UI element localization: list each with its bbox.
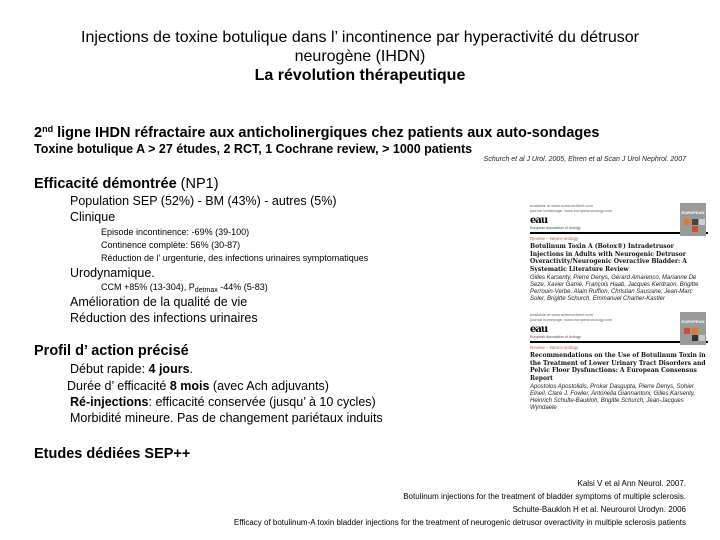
journal-cover-title: EUROPEAN: [681, 319, 705, 324]
duration-suffix: (avec Ach adjuvants): [209, 379, 329, 393]
reinj-rest: : efficacité conservée (jusqu’ à 10 cycles): [148, 395, 376, 409]
article-source-line: available at www.sciencedirect.com: [530, 312, 593, 317]
cover-tile: [692, 219, 698, 225]
efficacy-heading-normal: (NP1): [176, 176, 219, 192]
journal-cover-image: [680, 312, 706, 345]
duration-bold: 8 mois: [169, 379, 210, 393]
uro-rest: -44% (5-83): [217, 282, 268, 292]
efficacy-heading: [34, 176, 219, 192]
profile-heading: Profil d’ action précisé: [34, 343, 189, 359]
eau-logo-subtitle: European Association of Urology: [530, 226, 581, 230]
efficacy-population: Population SEP (52%) - BM (43%) - autres (5%): [70, 194, 337, 208]
article-authors: Gilles Karsenty, Pierre Denys, Gérard Amarenco, Marianne De Seze, Xavier Gamé, François Haab, Jacques Kerdraon, Brigitte Perrouin-Verbe, Alain Ruffion, Christian Saussine, Jean-Marc Soler, Brigitte Schurch, Emmanuel Chartier-Kastler: [530, 275, 699, 302]
article-category: Review – Neuro-urology: [530, 345, 579, 350]
urodynamique-item: [101, 282, 268, 292]
efficacy-quality: Amélioration de la qualité de vie: [70, 295, 248, 309]
cover-tile: [684, 219, 690, 225]
article-title: Botulinum Toxin A (Botox®) Intradetrusor Injections in Adults with Neurogenic Detrusor Overactivity/Neurogenic Overactive Bladder: A Systematic Literature Review: [530, 243, 687, 273]
intro-line-1-rest: ligne IHDN réfractaire aux anticholinergiques chez patients aux auto-sondages: [53, 125, 600, 141]
uro-sub: detmax: [194, 287, 218, 294]
title-line-1: Injections de toxine botulique dans l’ incontinence par hyperactivité du détrusor: [81, 29, 639, 46]
profile-onset: [70, 362, 193, 376]
article-source-line: journal homepage: www.europeanurology.com: [530, 208, 613, 213]
cover-tile: [684, 328, 690, 334]
reference-line: Efficacy of botulinum-A toxin bladder injections for the treatment of neurogenic detrusor overactivity in multiple sclerosis patients: [233, 518, 686, 527]
eau-logo-subtitle: European Association of Urology: [530, 335, 581, 339]
article-source-line: journal homepage: www.europeanurology.com: [530, 317, 613, 322]
eau-logo: eau: [530, 215, 548, 226]
uro-prefix: CCM +85% (13-304), P: [101, 282, 195, 292]
onset-prefix: Début rapide:: [70, 362, 149, 376]
onset-bold: 4 jours: [148, 362, 190, 376]
clinique-item: Continence complète: 56% (30-87): [101, 240, 241, 250]
article-authors: Apostolos Apostolidis, Prokar Dasgupta, Pierre Denys, Sohier Elneil, Clare J. Fowler, Antonella Giannantoni, Gilles Karsenty, Heinrich Schulte-Baukloh, Brigitte Schurch, Jean-Jacques Wyndaele: [530, 384, 696, 411]
profile-morbidity: Morbidité mineure. Pas de changement pariétaux induits: [70, 411, 383, 425]
references: [234, 477, 686, 529]
cover-tile: [692, 226, 698, 232]
article-source-line: available at www.sciencedirect.com: [530, 203, 593, 208]
clinique-item: Episode incontinence: -69% (39-100): [101, 227, 250, 237]
article-category: Review – Neuro-urology: [530, 236, 579, 241]
article-thumbnail-1: [530, 203, 708, 303]
profile-reinjections: [70, 395, 376, 409]
cover-tile: [692, 335, 698, 341]
efficacy-clinique: Clinique: [70, 210, 116, 224]
title-line-2: neurogène (IHDN): [294, 48, 426, 65]
cover-tile: [699, 219, 705, 225]
cover-tile: [692, 328, 698, 334]
intro-line-1: [34, 125, 599, 141]
title-subtitle: La révolution thérapeutique: [254, 67, 466, 84]
reference-line: Kalsi V et al Ann Neurol. 2007.: [577, 479, 686, 488]
intro-citation: Schurch et al J Urol. 2005, Ehren et al Scan J Urol Nephrol. 2007: [483, 156, 686, 163]
efficacy-heading-bold: Efficacité démontrée: [34, 176, 177, 192]
onset-suffix: .: [189, 362, 194, 376]
efficacy-urodynamique: Urodynamique.: [70, 266, 155, 280]
eau-logo: eau: [530, 324, 548, 335]
intro-line-1-prefix: 2: [34, 125, 43, 141]
duration-prefix: Durée d’ efficacité: [67, 379, 170, 393]
journal-cover-image: [680, 203, 706, 236]
slide-title: [0, 28, 720, 85]
intro-line-2: Toxine botulique A > 27 études, 2 RCT, 1 Cochrane review, > 1000 patients: [34, 142, 473, 156]
journal-cover-title: EUROPEAN: [681, 210, 705, 215]
reference-line: Botulinum injections for the treatment of bladder symptoms of multiple sclerosis.: [403, 492, 686, 501]
clinique-item: Réduction de l’ urgenturie, des infections urinaires symptomatiques: [101, 253, 369, 263]
article-title: Recommendations on the Use of Botulinum Toxin in the Treatment of Lower Urinary Tract Disorders and Pelvic Floor Dysfunctions: A European Consensus Report: [530, 352, 706, 382]
reinj-bold: Ré-injections: [70, 395, 149, 409]
profile-duration: [67, 379, 329, 393]
efficacy-infections: Réduction des infections urinaires: [70, 311, 258, 325]
cover-tile: [699, 335, 705, 341]
studies-heading: Etudes dédiées SEP++: [34, 446, 191, 462]
reference-line: Schulte-Baukloh H et al. Neurourol Urodyn. 2006: [512, 505, 686, 514]
article-thumbnail-2: [530, 312, 708, 412]
intro-line-1-sup: nd: [42, 124, 54, 134]
